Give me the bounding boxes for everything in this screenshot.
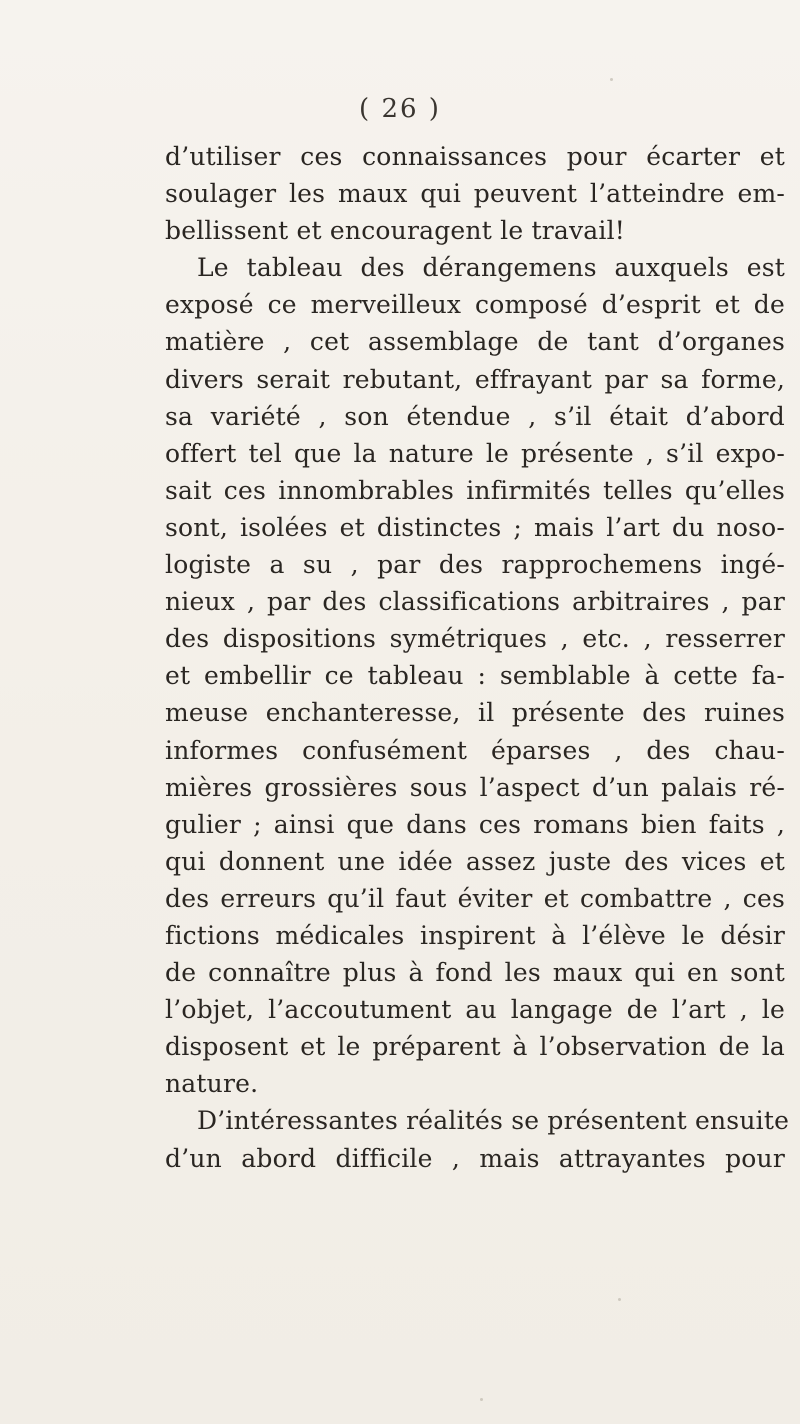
text-line: Le tableau des dérangemens auxquels est [197,253,785,283]
text-line: et embellir ce tableau : semblable à cette fa- [165,661,785,691]
text-line: sont, isolées et distinctes ; mais l’art du noso- [165,512,785,542]
text-line: meuse enchanteresse, il présente des ruines [165,698,785,728]
text-line: offert tel que la nature le présente , s’il expo- [165,438,785,468]
text-line: de connaître plus à fond les maux qui en sont [165,958,785,988]
text-line: gulier ; ainsi que dans ces romans bien faits , [165,809,785,839]
text-line: divers serait rebutant, effrayant par sa forme, [165,364,785,394]
text-line: logiste a su , par des rapprochemens ingé- [165,550,785,580]
text-line: sa variété , son étendue , s’il était d’abord [165,401,785,431]
text-line: sait ces innombrables infirmités telles qu’elles [165,475,785,505]
text-line: l’objet, l’accoutument au langage de l’art , le [165,995,785,1025]
paper-speck [618,1298,621,1301]
text-line: nieux , par des classifications arbitraires , par [165,587,785,617]
text-line: mières grossières sous l’aspect d’un palais ré- [165,772,785,802]
text-line: qui donnent une idée assez juste des vices et [165,846,785,876]
text-line: fictions médicales inspirent à l’élève le désir [165,920,785,950]
text-line: D’intéressantes réalités se présentent ensuite [197,1106,790,1136]
text-line: d’un abord difficile , mais attrayantes pour [165,1143,785,1173]
text-line: des erreurs qu’il faut éviter et combattre , ces [165,883,785,913]
text-line: nature. [165,1069,259,1099]
paper-speck [610,78,613,81]
text-line: disposent et le préparent à l’observation de la [165,1032,785,1062]
text-line: matière , cet assemblage de tant d’organes [165,327,785,357]
text-line: bellissent et encouragent le travail! [165,216,626,246]
text-line: exposé ce merveilleux composé d’esprit et de [165,290,785,320]
paper-speck [480,1398,483,1401]
body-text [165,138,790,1177]
text-line: d’utiliser ces connaissances pour écarter et [165,142,785,171]
text-line: soulager les maux qui peuvent l’atteindre em- [165,179,785,209]
page-number: ( 26 ) [359,94,441,124]
text-line: informes confusément éparses , des chau- [165,735,785,765]
text-line: des dispositions symétriques , etc. , resserrer [165,624,785,654]
